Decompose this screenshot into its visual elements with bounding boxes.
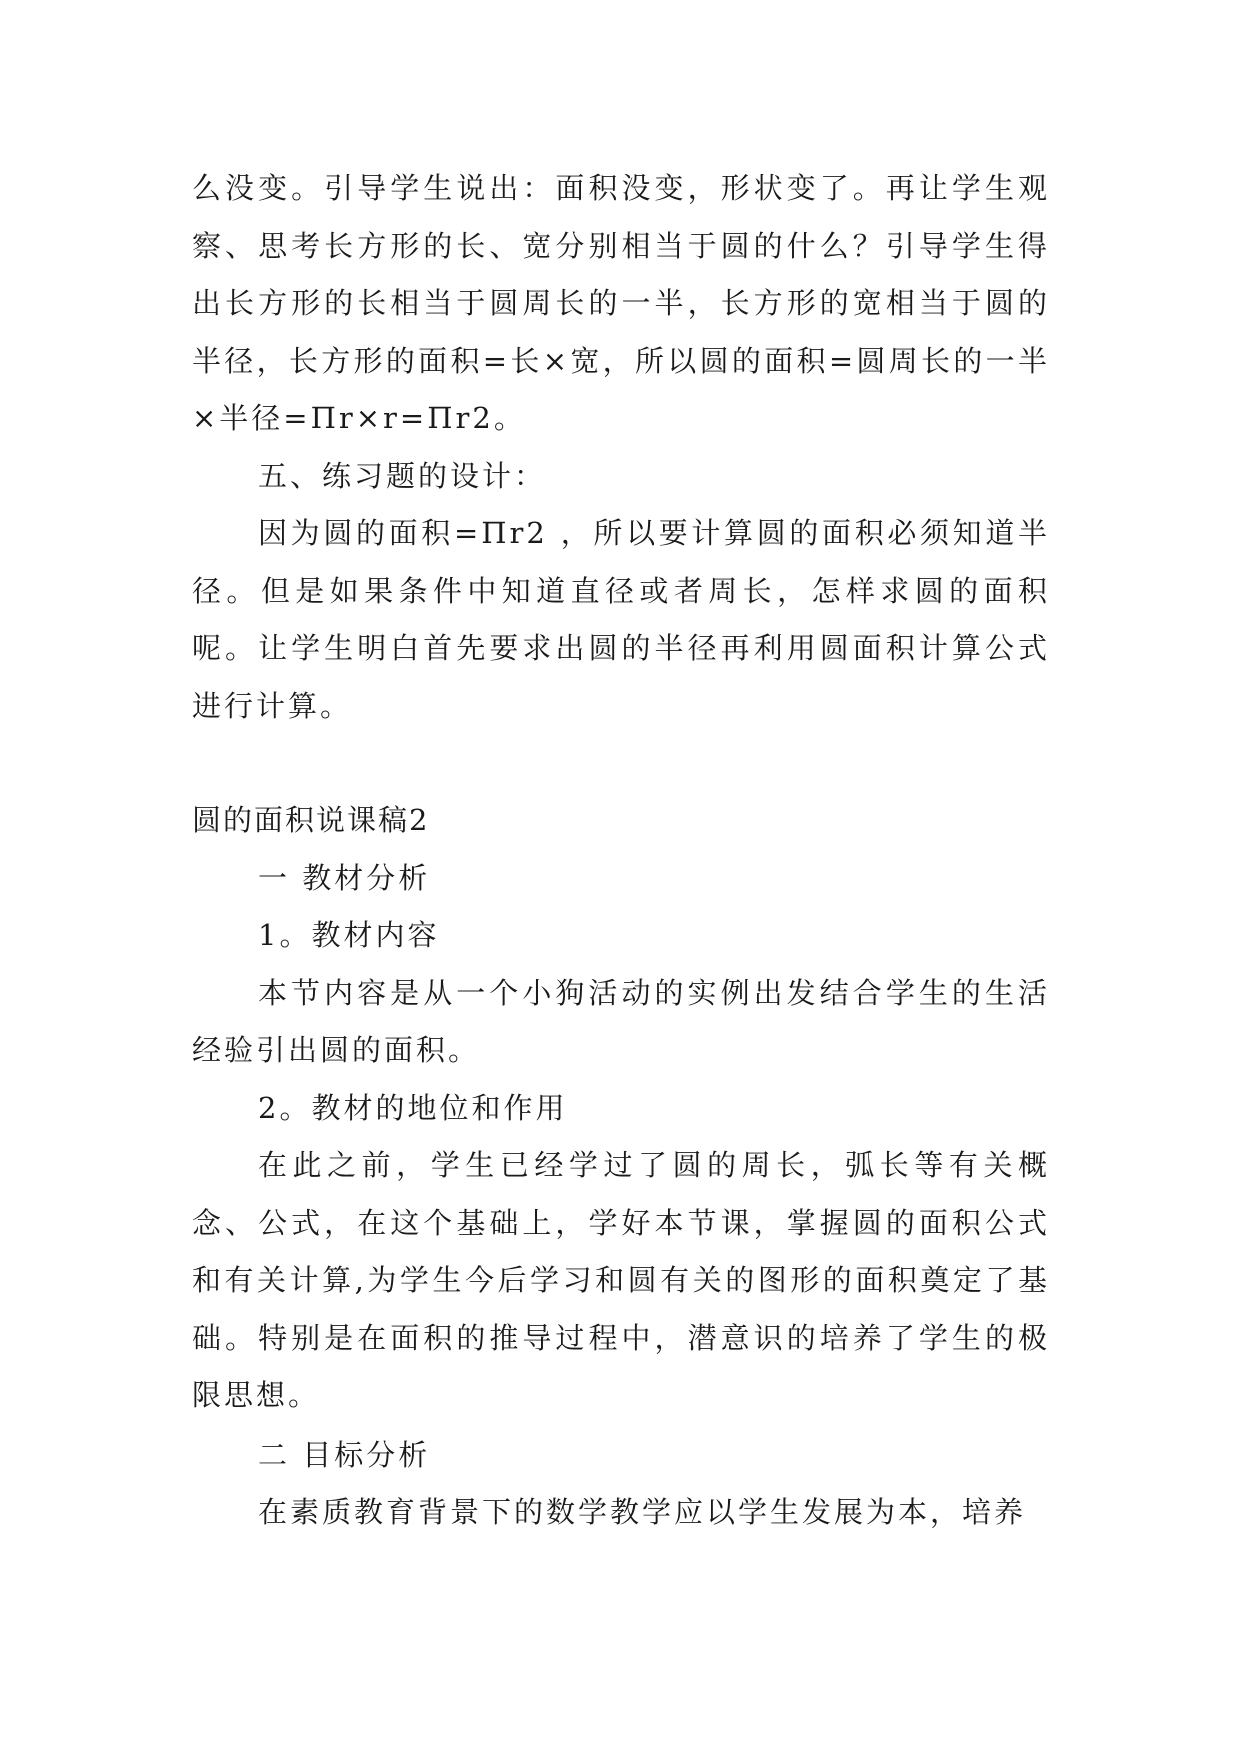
paragraph-textbook-content: 本节内容是从一个小狗活动的实例出发结合学生的生活经验引出圆的面积。 (192, 975, 1050, 1067)
heading-goal-analysis: 二 目标分析 (258, 1437, 431, 1472)
paragraph-textbook-role: 在此之前，学生已经学过了圆的周长，弧长等有关概念、公式，在这个基础上，学好本节课，掌握圆的面积公式和有关计算,为学生今后学习和圆有关的图形的面积奠定了基础。特别是在面积的推导过程中，潜意识的培养了学生的极限思想。 (192, 1148, 1050, 1412)
section-title: 圆的面积说课稿2 (192, 803, 430, 837)
document-body (192, 160, 1050, 1542)
heading-textbook-role: 2。教材的地位和作用 (258, 1090, 568, 1125)
paragraph-exercise-heading: 五、练习题的设计： (258, 458, 547, 493)
paragraph-exercise-design: 因为圆的面积=Πr2 ，所以要计算圆的面积必须知道半径。但是如果条件中知道直径或者周长，怎样求圆的面积呢。让学生明白首先要求出圆的半径再利用圆面积计算公式进行计算。 (192, 516, 1050, 723)
paragraph-derivation: 么没变。引导学生说出：面积没变，形状变了。再让学生观察、思考长方形的长、宽分别相当于圆的什么？引导学生得出长方形的长相当于圆周长的一半，长方形的宽相当于圆的半径，长方形的面积=长×宽，所以圆的面积=圆周长的一半×半径=Πr×r=Πr2。 (192, 171, 1050, 435)
heading-textbook-analysis: 一 教材分析 (258, 860, 431, 895)
paragraph-goal-analysis: 在素质教育背景下的数学教学应以学生发展为本，培养 (258, 1495, 1027, 1529)
heading-textbook-content: 1。教材内容 (258, 918, 440, 952)
